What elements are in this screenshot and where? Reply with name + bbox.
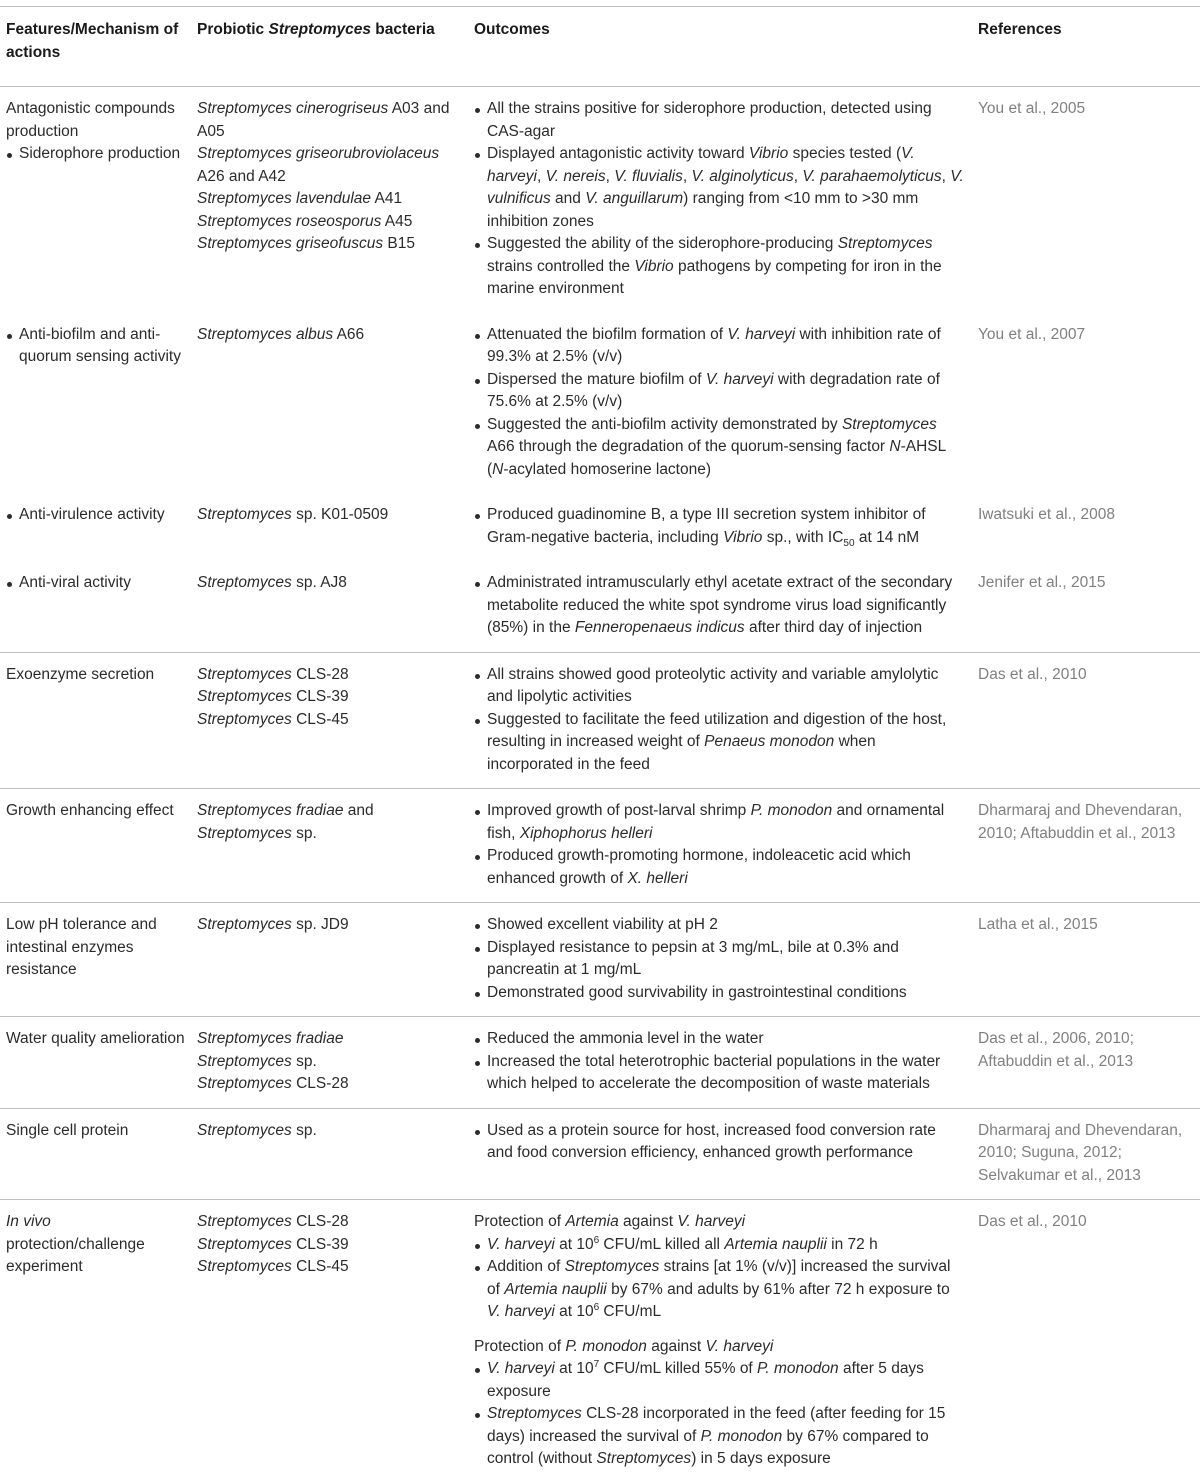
header-strains: Probiotic Streptomyces bacteria — [191, 7, 468, 87]
outcome-cell — [468, 652, 972, 789]
outcome-cell — [468, 789, 972, 903]
outcome-item: Produced guadinomine B, a type III secretion system inhibitor of Gram-negative bacteria, including Vibrio sp., with $IC_{50}$ at 14 nM — [474, 504, 966, 549]
feature-bullet: Siderophore production — [6, 143, 185, 166]
outcome-item: Addition of Streptomyces strains [at 1% (v/v)] increased the survival of Artemia nauplii by 67% and adults by 61% after 72 h exposure to V. harveyi at $10^6$ CFU/mL — [474, 1256, 966, 1324]
strain-cell: Streptomyces sp. AJ8 — [191, 561, 468, 652]
outcome-item: Increased the total heterotrophic bacterial populations in the water which helped to accelerate the decomposition of waste materials — [474, 1051, 966, 1096]
strain-cell: Streptomyces fradiae Streptomyces sp. Streptomyces CLS-28 — [191, 1017, 468, 1109]
table-row — [0, 903, 1200, 1017]
feature-cell — [0, 493, 191, 561]
outcome-item: Demonstrated good survivability in gastrointestinal conditions — [474, 982, 966, 1005]
outcome-item: Attenuated the biofilm formation of V. harveyi with inhibition rate of 99.3% at 2.5% (v/v) — [474, 324, 966, 369]
table-row — [0, 87, 1200, 313]
outcome-subheading: Protection of P. monodon against V. harveyi — [474, 1337, 774, 1355]
outcome-item: Dispersed the mature biofilm of V. harveyi with degradation rate of 75.6% at 2.5% (v/v) — [474, 369, 966, 414]
outcome-item: Produced growth-promoting hormone, indoleacetic acid which enhanced growth of X. helleri — [474, 845, 966, 890]
feature-cell: In vivo protection/challenge experiment — [6, 1213, 145, 1275]
feature-cell: Low pH tolerance and intestinal enzymes resistance — [0, 903, 191, 1017]
outcome-item: V. harveyi at $10^6$ CFU/mL killed all Artemia nauplii in 72 h — [474, 1234, 966, 1257]
outcome-item: Improved growth of post-larval shrimp P. monodon and ornamental fish, Xiphophorus helleri — [474, 800, 966, 845]
strain-cell: Streptomyces sp. — [191, 1108, 468, 1200]
outcome-cell — [468, 1108, 972, 1200]
header-features: Features/Mechanism of actions — [0, 7, 191, 87]
outcome-item: Used as a protein source for host, increased food conversion rate and food conversion efficiency, enhanced growth performance — [474, 1120, 966, 1165]
feature-cell: Growth enhancing effect — [0, 789, 191, 903]
strain-cell: Streptomyces cinerogriseus A03 and A05 Streptomyces griseorubroviolaceus A26 and A42 Streptomyces lavendulae A41 Streptomyces roseosporus A45 Streptomyces griseofuscus B15 — [197, 100, 450, 252]
header-references: References — [972, 7, 1200, 87]
outcome-cell — [468, 313, 972, 494]
feature-cell: Exoenzyme secretion — [0, 652, 191, 789]
reference-cell: Das et al., 2010 — [978, 1213, 1087, 1230]
outcome-item: All strains showed good proteolytic activity and variable amylolytic and lipolytic activities — [474, 664, 966, 709]
strain-cell: Streptomyces albus A66 — [197, 325, 365, 343]
table-row — [0, 313, 1200, 494]
table-row — [0, 1017, 1200, 1109]
outcome-item: V. harveyi at $10^7$ CFU/mL killed 55% of P. monodon after 5 days exposure — [474, 1358, 966, 1403]
outcome-item: Administrated intramuscularly ethyl acetate extract of the secondary metabolite reduced the white spot syndrome virus load significantly (85%) in the Fenneropenaeus indicus after third day of injection — [474, 572, 966, 640]
feature-cell: Single cell protein — [0, 1108, 191, 1200]
outcome-item: All the strains positive for siderophore production, detected using CAS-agar — [474, 98, 966, 143]
feature-bullet: Anti-viral activity — [6, 572, 185, 595]
strain-cell: Streptomyces fradiae and Streptomyces sp. — [191, 789, 468, 903]
strain-cell: Streptomyces sp. K01-0509 — [197, 506, 389, 523]
reference-cell: Iwatsuki et al., 2008 — [978, 506, 1115, 523]
feature-cell: Water quality amelioration — [0, 1017, 191, 1109]
outcome-cell — [468, 561, 972, 652]
reference-cell: Latha et al., 2015 — [972, 903, 1200, 1017]
reference-cell: You et al., 2005 — [978, 100, 1086, 117]
reference-cell: You et al., 2007 — [978, 325, 1086, 343]
feature-cell: Antagonistic compounds production Siderophore production — [0, 87, 191, 313]
feature-bullet: Anti-biofilm and anti-quorum sensing activity — [6, 324, 185, 369]
outcome-subheading: Protection of Artemia against V. harveyi — [474, 1213, 746, 1230]
reference-cell: Jenifer et al., 2015 — [972, 561, 1200, 652]
reference-cell: Das et al., 2006, 2010; Aftabuddin et al., 2013 — [972, 1017, 1200, 1109]
outcome-item: Streptomyces CLS-28 incorporated in the feed (after feeding for 15 days) increased the survival of P. monodon by 67% compared to control (without Streptomyces) in 5 days exposure — [474, 1403, 966, 1471]
outcome-item: Showed excellent viability at pH 2 — [474, 914, 966, 937]
outcome-item: Displayed antagonistic activity toward Vibrio species tested (V. harveyi, V. nereis, V. fluvialis, V. alginolyticus, V. parahaemolyticus, V. vulnificus and V. anguillarum) ranging from <10 mm to >30 mm inhibition zones — [474, 143, 966, 233]
outcome-cell — [468, 1017, 972, 1109]
outcome-item: Displayed resistance to pepsin at 3 mg/mL, bile at 0.3% and pancreatin at 1 mg/mL — [474, 937, 966, 982]
feature-bullet: Anti-virulence activity — [6, 504, 185, 527]
strain-cell: Streptomyces CLS-28 Streptomyces CLS-39 Streptomyces CLS-45 — [197, 1213, 349, 1275]
outcome-item: Suggested the anti-biofilm activity demonstrated by Streptomyces A66 through the degradation of the quorum-sensing factor N-AHSL (N-acylated homoserine lactone) — [474, 414, 966, 482]
table-row — [0, 493, 1200, 561]
strain-cell: Streptomyces sp. JD9 — [191, 903, 468, 1017]
reference-cell: Das et al., 2010 — [972, 652, 1200, 789]
probiotic-streptomyces-table — [0, 7, 1200, 1483]
feature-cell — [0, 561, 191, 652]
header-outcomes: Outcomes — [468, 7, 972, 87]
table-row — [0, 789, 1200, 903]
header-row — [0, 7, 1200, 87]
table-row — [0, 652, 1200, 789]
feature-cell — [0, 313, 191, 494]
outcome-cell — [468, 903, 972, 1017]
outcome-cell — [468, 493, 972, 561]
outcome-cell — [468, 1200, 972, 1483]
outcome-item: Suggested the ability of the siderophore-producing Streptomyces strains controlled the Vibrio pathogens by competing for iron in the marine environment — [474, 233, 966, 301]
outcome-cell — [468, 87, 972, 313]
table-row — [0, 1200, 1200, 1483]
table-row — [0, 561, 1200, 652]
reference-cell: Dharmaraj and Dhevendaran, 2010; Suguna, 2012; Selvakumar et al., 2013 — [972, 1108, 1200, 1200]
table-row — [0, 1108, 1200, 1200]
outcome-item: Suggested to facilitate the feed utilization and digestion of the host, resulting in increased weight of Penaeus monodon when incorporated in the feed — [474, 709, 966, 777]
outcome-item: Reduced the ammonia level in the water — [474, 1028, 966, 1051]
reference-cell: Dharmaraj and Dhevendaran, 2010; Aftabuddin et al., 2013 — [972, 789, 1200, 903]
strain-cell: Streptomyces CLS-28 Streptomyces CLS-39 Streptomyces CLS-45 — [191, 652, 468, 789]
